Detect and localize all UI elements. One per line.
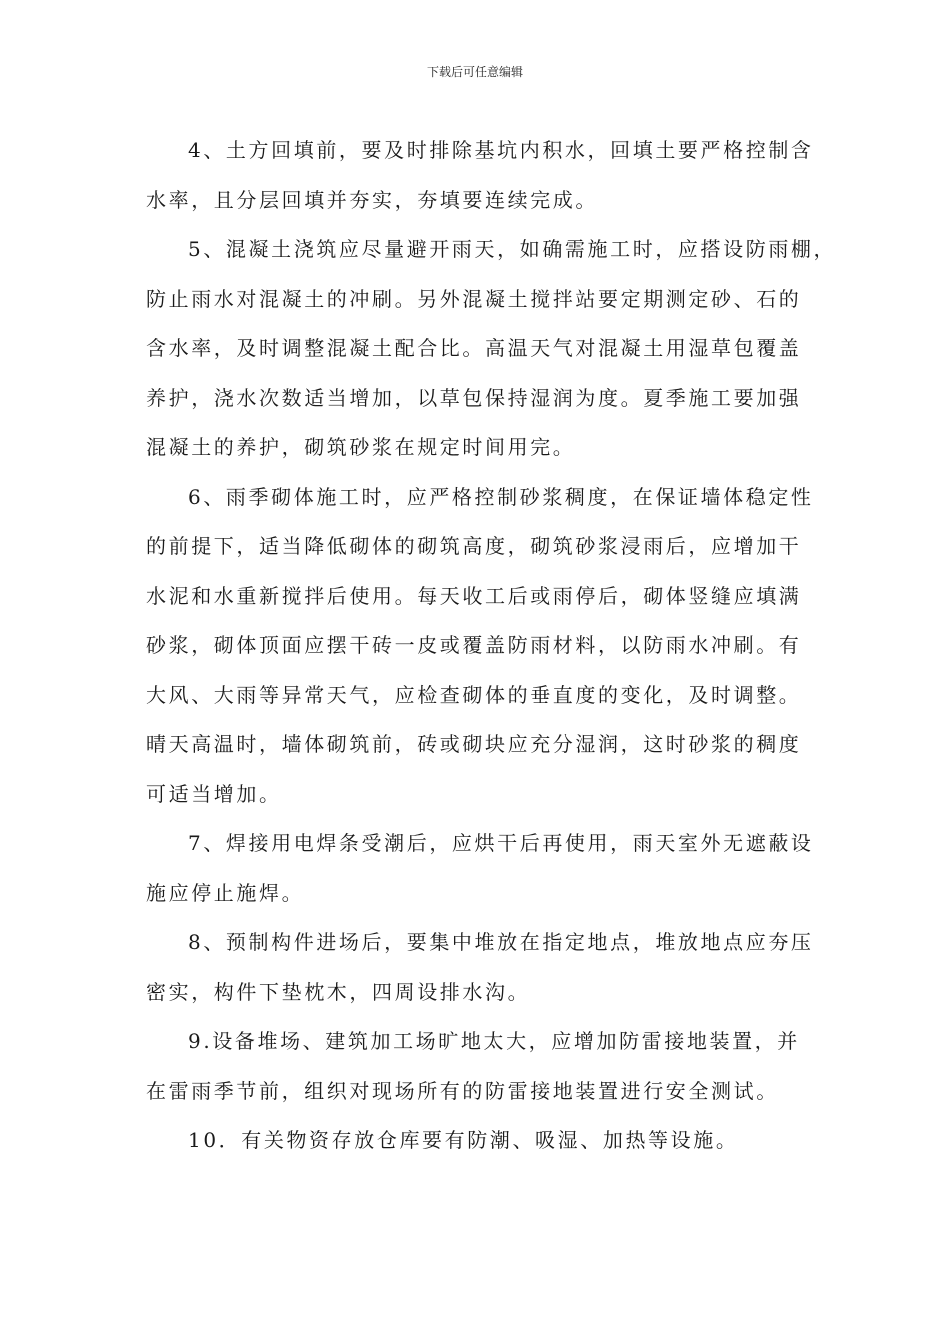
text-line: 5、混凝土浇筑应尽量避开雨天，如确需施工时，应搭设防雨棚， (188, 237, 837, 261)
text-line: 可适当增加。 (146, 781, 282, 806)
text-line: 8、预制构件进场后，要集中堆放在指定地点，堆放地点应夯压 (188, 930, 814, 954)
page-header: 下载后可任意编辑 (426, 65, 523, 79)
text-line: 大风、大雨等异常天气，应检查砌体的垂直度的变化，及时调整。 (146, 682, 802, 707)
text-line: 含水率，及时调整混凝土配合比。高温天气对混凝土用湿草包覆盖 (146, 336, 802, 360)
document-body (146, 126, 837, 1166)
text-line: 7、焊接用电焊条受潮后，应烘干后再使用，雨天室外无遮蔽设 (188, 831, 814, 855)
text-line: 混凝土的养护，砌筑砂浆在规定时间用完。 (146, 435, 576, 459)
text-line: 施应停止施焊。 (146, 880, 305, 905)
text-line: 在雷雨季节前，组织对现场所有的防雷接地装置进行安全测试。 (146, 1078, 779, 1103)
text-line: 密实，构件下垫枕木，四周设排水沟。 (146, 979, 531, 1004)
text-line: 4、土方回填前，要及时排除基坑内积水，回填土要严格控制含 (188, 138, 814, 162)
text-line: 砂浆，砌体顶面应摆干砖一皮或覆盖防雨材料，以防雨水冲刷。有 (146, 633, 802, 657)
text-line: 9.设备堆场、建筑加工场旷地太大，应增加防雷接地装置，并 (188, 1029, 800, 1053)
text-line: 水率，且分层回填并夯实，夯填要连续完成。 (146, 187, 598, 212)
text-line: 水泥和水重新搅拌后使用。每天收工后或雨停后，砌体竖缝应填满 (146, 583, 802, 608)
text-line: 10．有关物资存放仓库要有防潮、吸湿、加热等设施。 (188, 1128, 739, 1152)
text-line: 防止雨水对混凝土的冲刷。另外混凝土搅拌站要定期测定砂、石的 (146, 286, 802, 311)
text-line: 6、雨季砌体施工时，应严格控制砂浆稠度，在保证墙体稳定性 (188, 484, 814, 509)
text-line: 的前提下，适当降低砌体的砌筑高度，砌筑砂浆浸雨后，应增加干 (146, 534, 802, 558)
text-line: 晴天高温时，墙体砌筑前，砖或砌块应充分湿润，这时砂浆的稠度 (146, 732, 802, 756)
text-line: 养护，浇水次数适当增加，以草包保持湿润为度。夏季施工要加强 (146, 385, 802, 410)
